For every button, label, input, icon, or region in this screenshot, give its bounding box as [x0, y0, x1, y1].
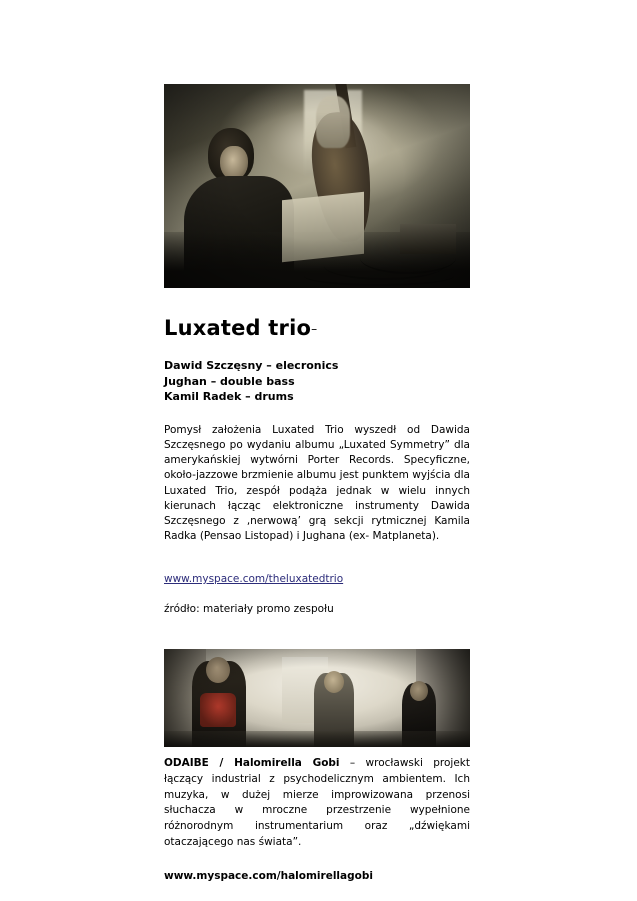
band-photo-luxated-trio [164, 84, 470, 288]
document-content [164, 84, 470, 882]
paragraph-odaibe [164, 756, 470, 851]
source-credit: źródło: materiały promo zespołu [164, 603, 334, 616]
lineup-item: Dawid Szczęsny – elecronics [164, 359, 339, 372]
lineup-item: Jughan – double bass [164, 374, 295, 388]
link-myspace-theluxatedtrio[interactable]: www.myspace.com/theluxatedtrio [164, 573, 344, 586]
spacer [164, 615, 470, 649]
paragraph-odaibe-lead: ODAIBE / Halomirella Gobi [164, 757, 340, 770]
paragraph-luxated-trio: Pomysł założenia Luxated Trio wyszedł od Dawida Szczęsnego po wydaniu albumu „Luxated Symmetry” dla amerykańskiej wytwórni Porter Records. Specyficzne, około-jazzowe brzmienie albumu jest punktem wyjścia dla Luxated Trio, zespół podąża jednak w wielu innych kierunach łącząc elektroniczne instrumenty Dawida Szczęsnego z ‚nerwową’ grą sekcji rytmicznej Kamila Radka (Pensao Listopad) i Jughana (ex- Matplaneta). [164, 423, 470, 543]
paragraph-odaibe-rest: – wrocławski projekt łączący industrial z psychodelicznym ambientem. Ich muzyka, w dużej mierze improwizowana przenosi słuchacza w mroczne przestrzenie wypełnione różnorodnym instrumentarium oraz „dźwiękami otaczającego nas świata”. [164, 757, 470, 848]
link-myspace-halomirellagobi[interactable]: www.myspace.com/halomirellagobi [164, 869, 373, 882]
lineup-item: Kamil Radek – drums [164, 390, 294, 404]
photo-vignette [164, 84, 470, 288]
band-lineup [164, 358, 470, 405]
photo-vignette [164, 649, 470, 747]
page-title-dash: – [311, 322, 318, 336]
band-photo-odaibe-halomirella-gobi [164, 649, 470, 747]
page-title [164, 316, 470, 340]
page-title-text: Luxated trio [164, 316, 312, 340]
